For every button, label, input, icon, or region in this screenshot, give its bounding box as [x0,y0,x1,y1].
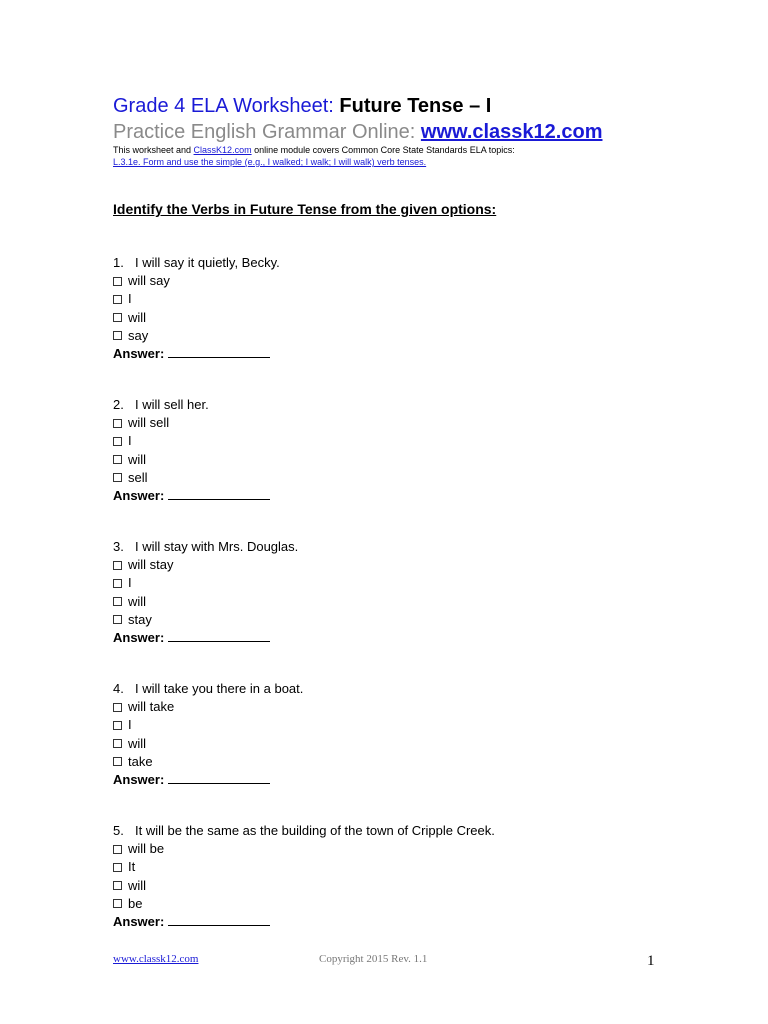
option-item [113,309,673,327]
option-label: will be [128,841,165,857]
question-text: I will take you there in a boat. [135,681,304,696]
question-prompt [113,396,673,414]
classk12-link[interactable]: ClassK12.com [193,145,252,155]
checkbox-icon[interactable] [113,739,122,748]
option-label: will [128,309,147,325]
checkbox-icon[interactable] [113,473,122,482]
answer-blank[interactable] [168,771,270,784]
option-label: sell [128,469,148,485]
question-number: 3. [113,539,124,554]
question-number: 2. [113,397,124,412]
worksheet-subtitle [113,120,602,144]
option-label: be [128,895,143,911]
checkbox-icon[interactable] [113,331,122,340]
option-item [113,840,673,858]
answer-blank[interactable] [168,345,270,358]
option-label: will [128,593,147,609]
question-prompt [113,254,673,272]
question-text: I will stay with Mrs. Douglas. [135,539,299,554]
option-label: will say [128,273,170,289]
option-item [113,432,673,450]
option-item [113,574,673,592]
answer-blank[interactable] [168,913,270,926]
footer-copyright: Copyright 2015 Rev. 1.1 [319,953,428,965]
checkbox-icon[interactable] [113,419,122,428]
question-text: I will say it quietly, Becky. [135,255,280,270]
option-label: will stay [128,557,174,573]
question-3 [113,538,673,647]
option-label: say [128,327,149,343]
checkbox-icon[interactable] [113,757,122,766]
checkbox-icon[interactable] [113,561,122,570]
checkbox-icon[interactable] [113,881,122,890]
option-item [113,698,673,716]
option-item [113,272,673,290]
checkbox-icon[interactable] [113,579,122,588]
question-number: 1. [113,255,124,270]
option-item [113,290,673,308]
checkbox-icon[interactable] [113,437,122,446]
question-prompt [113,822,673,840]
option-item [113,414,673,432]
option-label: stay [128,611,152,627]
page-number: 1 [647,953,655,969]
option-item [113,611,673,629]
question-prompt [113,680,673,698]
option-item [113,895,673,913]
answer-row [113,629,673,647]
instructions-heading: Identify the Verbs in Future Tense from the given options: [113,201,497,217]
title-main: Future Tense – I [339,95,492,117]
standard-link[interactable]: L.3.1e. Form and use the simple (e.g., I walked; I walk; I will walk) verb tenses. [113,157,427,167]
checkbox-icon[interactable] [113,295,122,304]
subtitle-website-link[interactable]: www.classk12.com [420,121,603,143]
checkbox-icon[interactable] [113,313,122,322]
option-item [113,858,673,876]
option-item [113,877,673,895]
answer-label: Answer: [113,346,165,362]
question-number: 4. [113,681,124,696]
answer-label: Answer: [113,772,165,788]
option-item [113,469,673,487]
option-item [113,716,673,734]
worksheet-title [113,94,491,118]
checkbox-icon[interactable] [113,703,122,712]
option-label: take [128,753,153,769]
checkbox-icon[interactable] [113,721,122,730]
option-label: I [128,291,132,307]
option-label: will [128,735,147,751]
checkbox-icon[interactable] [113,863,122,872]
answer-row [113,487,673,505]
option-label: I [128,575,132,591]
answer-blank[interactable] [168,487,270,500]
question-prompt [113,538,673,556]
answer-label: Answer: [113,488,165,504]
option-item [113,451,673,469]
answer-label: Answer: [113,630,165,646]
checkbox-icon[interactable] [113,277,122,286]
question-4 [113,680,673,789]
checkbox-icon[interactable] [113,615,122,624]
checkbox-icon[interactable] [113,845,122,854]
question-text: It will be the same as the building of the town of Cripple Creek. [135,823,495,838]
option-item [113,735,673,753]
subtitle-text: Practice English Grammar Online: [113,121,421,143]
common-core-note [113,145,515,156]
option-label: I [128,717,132,733]
answer-row [113,345,673,363]
option-label: will [128,451,147,467]
checkbox-icon[interactable] [113,455,122,464]
option-item [113,753,673,771]
question-5 [113,822,673,931]
option-label: will [128,877,147,893]
cc-post-text: online module covers Common Core State Standards ELA topics: [251,145,515,155]
answer-row [113,771,673,789]
question-2 [113,396,673,505]
answer-blank[interactable] [168,629,270,642]
option-item [113,327,673,345]
title-prefix: Grade 4 ELA Worksheet: [113,95,340,117]
answer-label: Answer: [113,914,165,930]
option-item [113,556,673,574]
option-label: I [128,433,132,449]
checkbox-icon[interactable] [113,597,122,606]
option-label: will take [128,699,175,715]
question-number: 5. [113,823,124,838]
question-1 [113,254,673,363]
option-label: will sell [128,415,170,431]
option-label: It [128,859,136,875]
question-text: I will sell her. [135,397,209,412]
footer-website-link[interactable]: www.classk12.com [113,953,199,965]
option-item [113,593,673,611]
cc-pre-text: This worksheet and [113,145,194,155]
answer-row [113,913,673,931]
checkbox-icon[interactable] [113,899,122,908]
